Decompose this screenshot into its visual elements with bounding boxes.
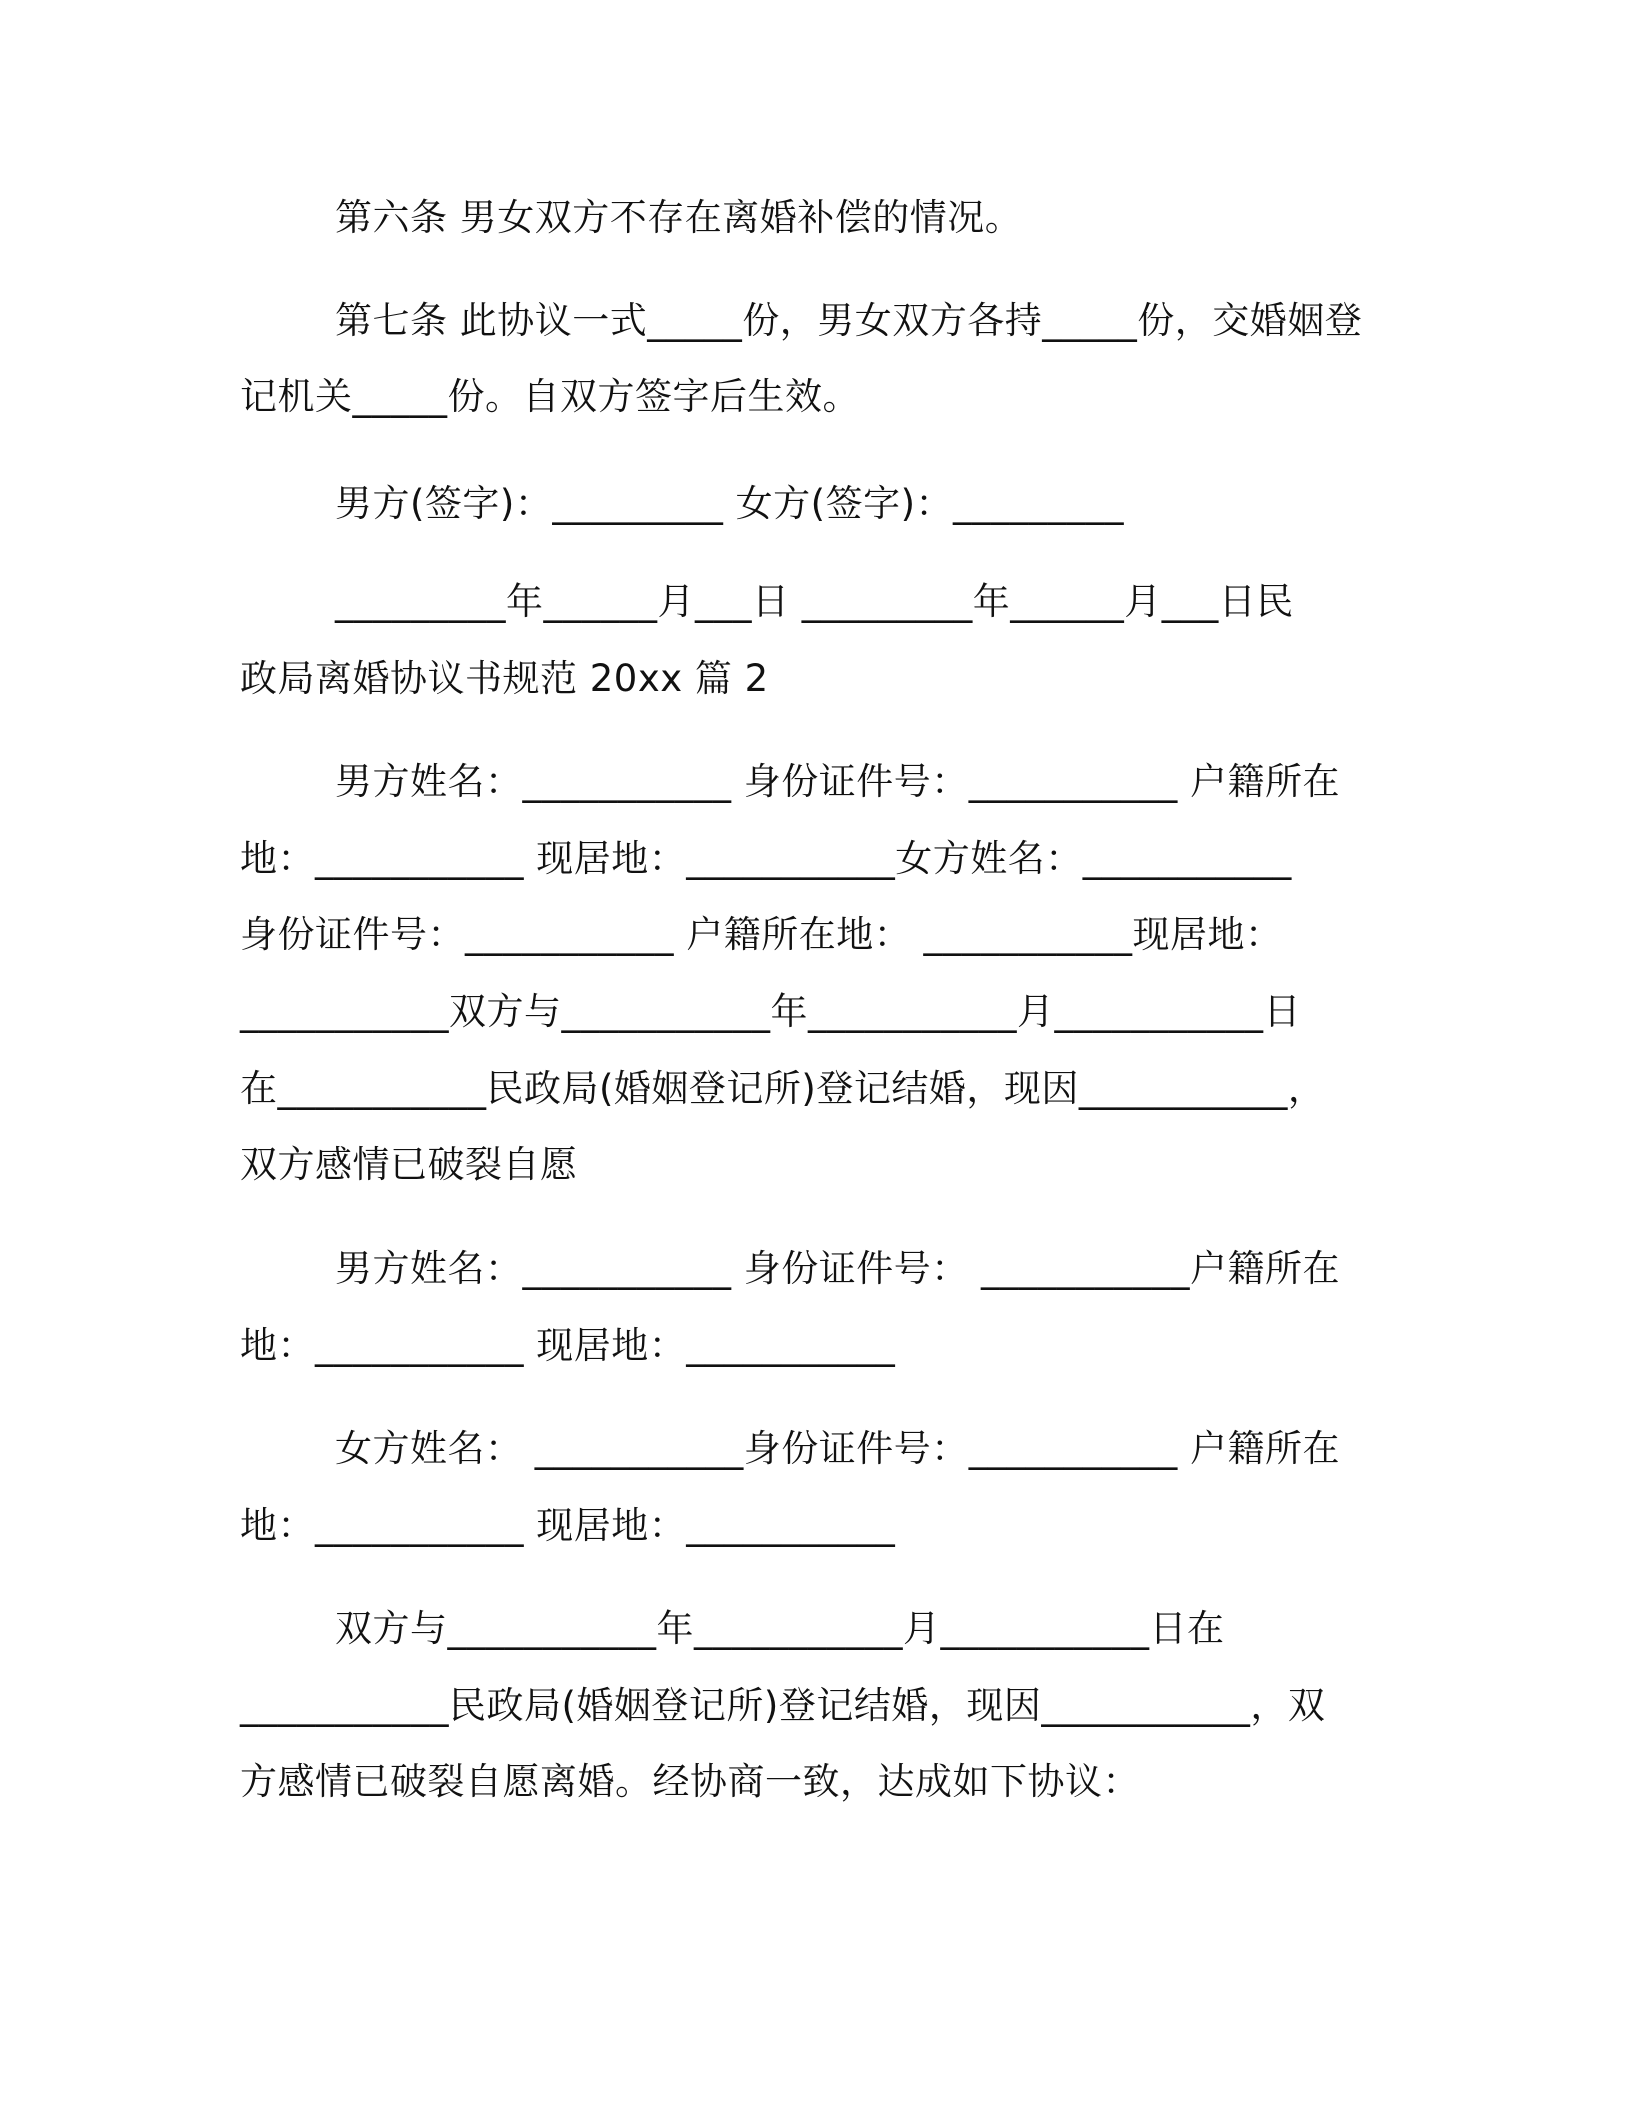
party-info-line-4: ___________双方与___________年___________月___________日: [240, 990, 1301, 1033]
male-info-line-2: 地：___________ 现居地：___________: [240, 1324, 896, 1367]
signature-line: 男方(签字)：_________ 女方(签字)：_________: [335, 482, 1125, 525]
party-info-line-6: 双方感情已破裂自愿: [240, 1143, 578, 1186]
marriage-info-line-1: 双方与___________年___________月___________日在: [335, 1607, 1225, 1650]
party-info-line-3: 身份证件号：___________ 户籍所在地： ___________现居地：: [240, 913, 1283, 956]
marriage-info-line-2: ___________民政局(婚姻登记所)登记结婚，现因___________，双: [240, 1684, 1326, 1727]
article-7-line-1: 第七条 此协议一式_____份，男女双方各持_____份，交婚姻登: [335, 299, 1363, 342]
party-info-line-1: 男方姓名：___________ 身份证件号：___________ 户籍所在: [335, 760, 1341, 803]
female-info-line-1: 女方姓名： ___________身份证件号：___________ 户籍所在: [335, 1427, 1341, 1470]
party-info-line-5: 在___________民政局(婚姻登记所)登记结婚，现因___________，: [240, 1067, 1326, 1110]
section-heading-line: 政局离婚协议书规范 20xx 篇 2: [240, 657, 769, 700]
marriage-info-line-3: 方感情已破裂自愿离婚。经协商一致，达成如下协议：: [240, 1760, 1140, 1803]
article-6-line: 第六条 男女双方不存在离婚补偿的情况。: [335, 196, 1023, 239]
party-info-line-2: 地：___________ 现居地：___________女方姓名：___________: [240, 837, 1292, 880]
article-7-line-2: 记机关_____份。自双方签字后生效。: [240, 375, 860, 418]
female-info-line-2: 地：___________ 现居地：___________: [240, 1504, 896, 1547]
date-line: _________年______月___日 _________年______月___日民: [335, 580, 1294, 623]
male-info-line-1: 男方姓名：___________ 身份证件号： ___________户籍所在: [335, 1247, 1341, 1290]
